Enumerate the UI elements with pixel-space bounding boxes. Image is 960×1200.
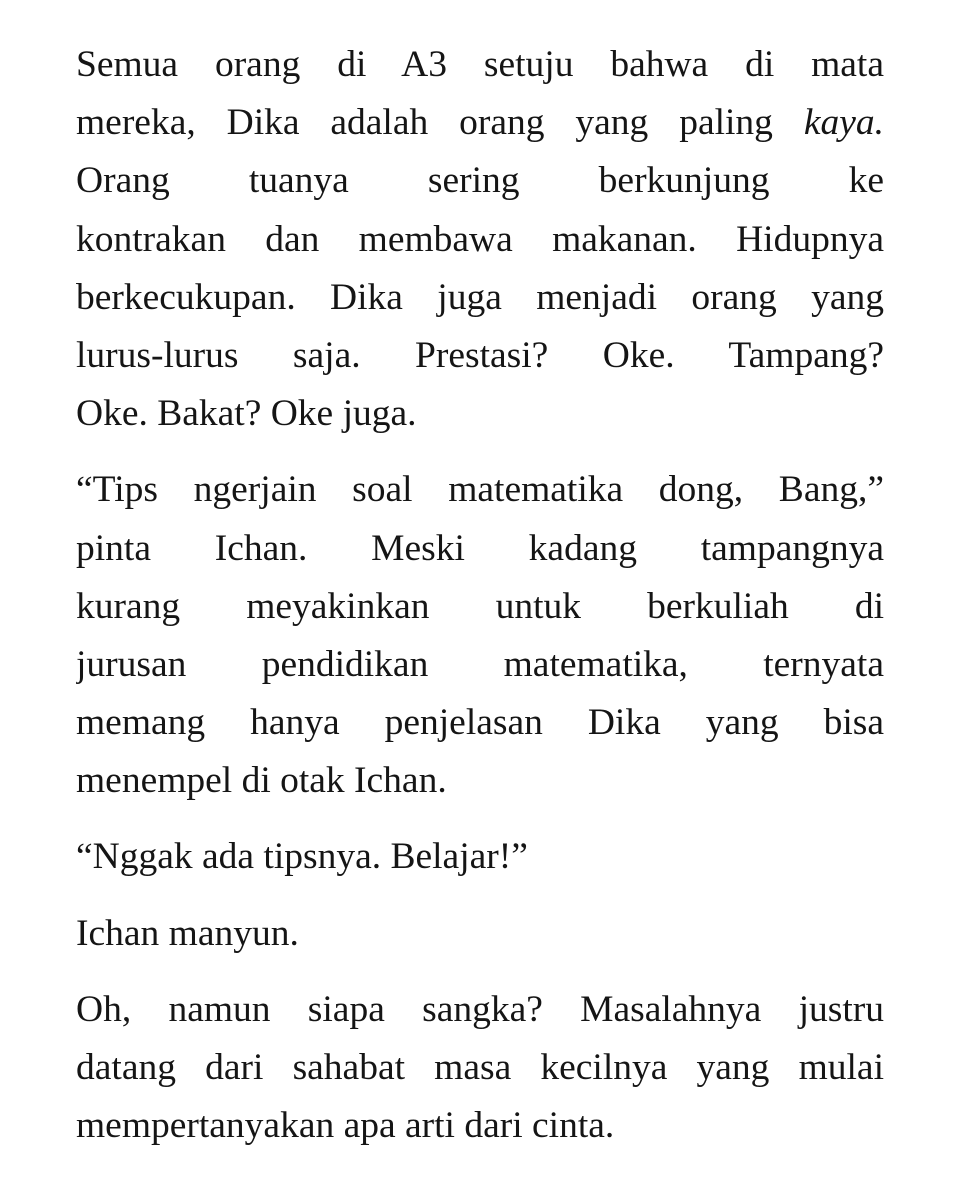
- text-line: Semua orang di A3 setuju bahwa di mata: [76, 44, 884, 85]
- text-line: berkecukupan. Dika juga menjadi orang yang: [76, 276, 884, 318]
- text-line: Oke. Bakat? Oke juga.: [76, 393, 417, 435]
- text-segment: mereka, Dika adalah orang yang paling: [76, 102, 804, 144]
- book-page: [76, 36, 884, 1155]
- text-line: jurusan pendidikan matematika, ternyata: [76, 643, 884, 685]
- text-line: menempel di otak Ichan.: [76, 760, 447, 802]
- text-line: kurang meyakinkan untuk berkuliah di: [76, 585, 884, 627]
- paragraph-5: [76, 981, 884, 1156]
- paragraph-2: [76, 461, 884, 810]
- paragraph-3: [76, 828, 884, 886]
- text-line: “Tips ngerjain soal matematika dong, Bang,”: [76, 469, 884, 511]
- text-line: Ichan manyun.: [76, 912, 299, 954]
- text-line: [76, 94, 884, 152]
- paragraph-1: [76, 36, 884, 443]
- text-line: kontrakan dan membawa makanan. Hidupnya: [76, 218, 884, 260]
- text-line: Orang tuanya sering berkunjung ke: [76, 160, 884, 202]
- text-line: “Nggak ada tipsnya. Belajar!”: [76, 836, 528, 878]
- text-line: pinta Ichan. Meski kadang tampangnya: [76, 527, 884, 569]
- text-line: datang dari sahabat masa kecilnya yang mulai: [76, 1047, 884, 1088]
- text-line: Oh, namun siapa sangka? Masalahnya justru: [76, 988, 884, 1030]
- text-line: lurus-lurus saja. Prestasi? Oke. Tampang?: [76, 334, 884, 376]
- paragraph-4: [76, 905, 884, 963]
- text-line: memang hanya penjelasan Dika yang bisa: [76, 702, 884, 744]
- italic-word: kaya.: [803, 102, 884, 144]
- text-line: mempertanyakan apa arti dari cinta.: [76, 1105, 615, 1147]
